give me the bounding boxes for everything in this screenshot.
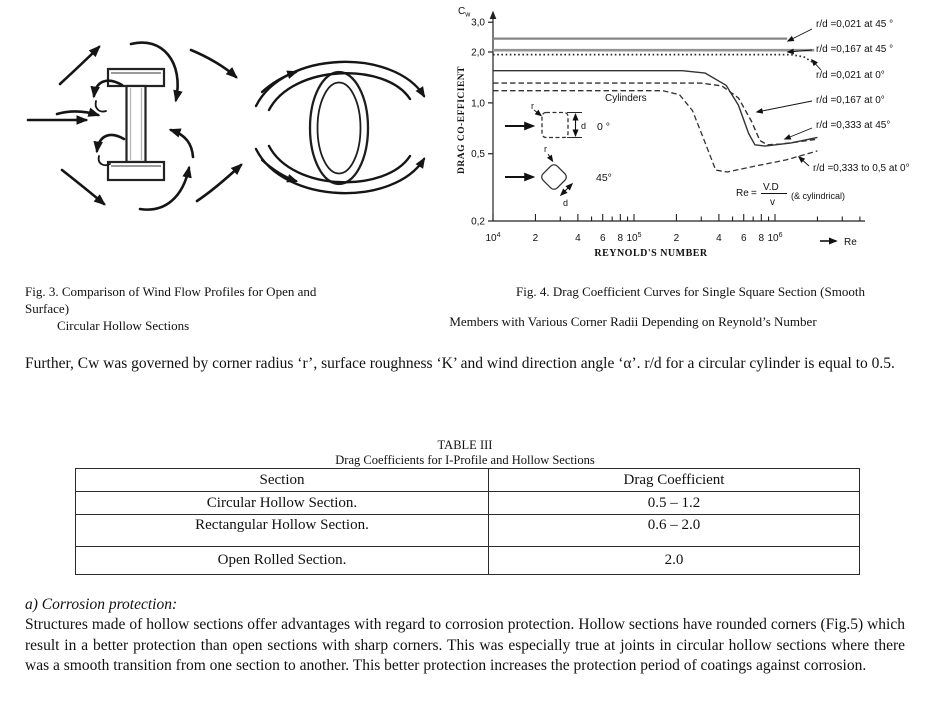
- inset-diamond-d-dim: [561, 184, 572, 195]
- curve-label-1: r/d =0,167 at 45 °: [816, 44, 894, 55]
- inset-diamond-d-label: d: [563, 198, 569, 208]
- inset-square-d-label: d: [581, 121, 587, 131]
- x-tick-label: $10^6$: [767, 232, 783, 244]
- x-tick-label: 8: [617, 233, 624, 244]
- flow-arrow: [60, 47, 99, 84]
- inset-diamond: [540, 163, 568, 191]
- inset-square-r-label: r: [531, 101, 534, 111]
- table-row: [76, 547, 860, 575]
- curve-label-arrow-5: [799, 157, 809, 166]
- x-tick-label: 8: [758, 233, 765, 244]
- table-cell: 0.6 – 2.0: [489, 515, 860, 547]
- curve-label-0: r/d =0,021 at 45 °: [816, 19, 894, 30]
- re-formula-eq: =: [751, 188, 757, 199]
- section-a-heading: a) Corrosion protection:: [25, 596, 178, 613]
- i-beam-bottom-flange: [108, 162, 164, 180]
- table3-title: TABLE III: [437, 438, 493, 452]
- flow-arrow: [62, 170, 104, 204]
- table3: [75, 468, 860, 575]
- x-tick-label: $10^5$: [626, 232, 642, 244]
- re-formula-numerator: V.D: [763, 182, 779, 193]
- table-cell: Rectangular Hollow Section.: [76, 515, 489, 547]
- curve-label-arrow-2: [812, 60, 821, 70]
- fig3-caption-line3: Circular Hollow Sections: [57, 318, 190, 333]
- flow-arrow: [97, 135, 124, 151]
- hollow-section-inner-wall: [318, 83, 361, 174]
- re-formula-note: (& cylindrical): [791, 191, 846, 201]
- inset-diamond-r-arrow: [548, 154, 553, 161]
- table-cell: 0.5 – 1.2: [489, 492, 860, 515]
- section-a-body: Structures made of hollow sections offer advantages with regard to corrosion protection. Hollow sections have rounded corners (Fig.5) which result in a better protection than open sections with sharp corners. This was especially true at joints in circular hollow sections where there was a smooth transition from one section to another. This better protection increases the protection period of coatings against corrosion.: [25, 616, 905, 674]
- series-line-4: [493, 83, 817, 145]
- inset-angle45-label: 45°: [596, 172, 612, 184]
- curve-label-2: r/d =0,021 at 0°: [816, 70, 885, 81]
- flow-curl: [99, 156, 110, 165]
- inset-square-r-arrow: [534, 110, 541, 116]
- cylinders-label: Cylinders: [605, 93, 647, 104]
- flow-arrow: [191, 50, 236, 77]
- inset-square: [542, 113, 568, 138]
- flow-arrow: [57, 111, 98, 115]
- fig3-caption-line1: Fig. 3. Comparison of Wind Flow Profiles for Open and: [25, 284, 317, 299]
- y-tick-label: 2,0: [471, 47, 485, 59]
- curve-label-arrow-3: [757, 101, 812, 112]
- fig3-caption-line2: Surface): [25, 301, 70, 316]
- series-line-2: [493, 55, 813, 63]
- streamline: [256, 62, 424, 106]
- streamline: [269, 73, 410, 110]
- hollow-section-outer-wall: [310, 72, 368, 184]
- inset-diamond-r-label: r: [544, 144, 547, 154]
- cw-symbol: $C_w$: [458, 6, 471, 19]
- table-cell: Circular Hollow Section.: [76, 492, 489, 515]
- streamline: [269, 146, 410, 182]
- fig4-caption-line1: Fig. 4. Drag Coefficient Curves for Single Square Section (Smooth: [516, 284, 865, 299]
- curve-label-4: r/d =0,333 at 45°: [816, 120, 891, 131]
- x-tick-label: 6: [740, 233, 747, 244]
- y-axis-title: DRAG CO-EFFICIENT: [457, 66, 467, 174]
- y-tick-label: 0,2: [471, 216, 485, 228]
- curve-label-arrow-4: [785, 128, 812, 139]
- table-header-cell: Section: [76, 469, 489, 492]
- re-formula-lhs: Re: [736, 188, 749, 199]
- fig4-drag-coefficient-chart: [455, 0, 926, 270]
- fig4-caption-line2: Members with Various Corner Radii Depending on Reynold’s Number: [449, 314, 817, 329]
- x-tick-label: $10^4$: [485, 232, 501, 244]
- x-axis-title: REYNOLD'S NUMBER: [594, 248, 708, 259]
- x-tick-label: 4: [575, 233, 581, 244]
- table-cell: Open Rolled Section.: [76, 547, 489, 575]
- table-row: [76, 492, 860, 515]
- table-row: [76, 515, 860, 547]
- re-formula-denominator: v: [770, 197, 775, 208]
- table-cell: 2.0: [489, 547, 860, 575]
- circular-hollow-section: [310, 72, 368, 184]
- i-beam-section: [108, 69, 164, 180]
- table-header-row: [76, 469, 860, 492]
- series-line-3: [493, 71, 817, 146]
- curve-label-5: r/d =0,333 to 0,5 at 0°: [813, 163, 910, 174]
- y-tick-label: 0,5: [471, 149, 485, 161]
- curve-label-arrow-0: [788, 29, 812, 41]
- x-tick-label: 2: [532, 233, 539, 244]
- flow-curl: [96, 101, 106, 112]
- y-tick-label: 3,0: [471, 17, 485, 29]
- x-tick-label: 6: [599, 233, 606, 244]
- inset-angle0-label: 0 °: [597, 121, 610, 133]
- x-tick-label: 4: [716, 233, 722, 244]
- i-beam-web: [127, 86, 146, 162]
- re-axis-label: Re: [844, 237, 857, 248]
- flow-arrow: [197, 165, 241, 201]
- fig3-wind-flow-drawing: [0, 0, 455, 272]
- curve-label-3: r/d =0,167 at 0°: [816, 95, 885, 106]
- streamline: [256, 149, 424, 193]
- table-header-cell: Drag Coefficient: [489, 469, 860, 492]
- flow-arrow: [171, 130, 193, 157]
- table3-subtitle: Drag Coefficients for I-Profile and Hollow Sections: [335, 453, 595, 467]
- x-tick-label: 2: [673, 233, 680, 244]
- paragraph-cw-discussion: Further, Cw was governed by corner radius ‘r’, surface roughness ‘K’ and wind direction angle ‘α’. r/d for a circular cylinder is equal to 0.5.: [25, 355, 895, 372]
- y-tick-label: 1,0: [471, 98, 485, 110]
